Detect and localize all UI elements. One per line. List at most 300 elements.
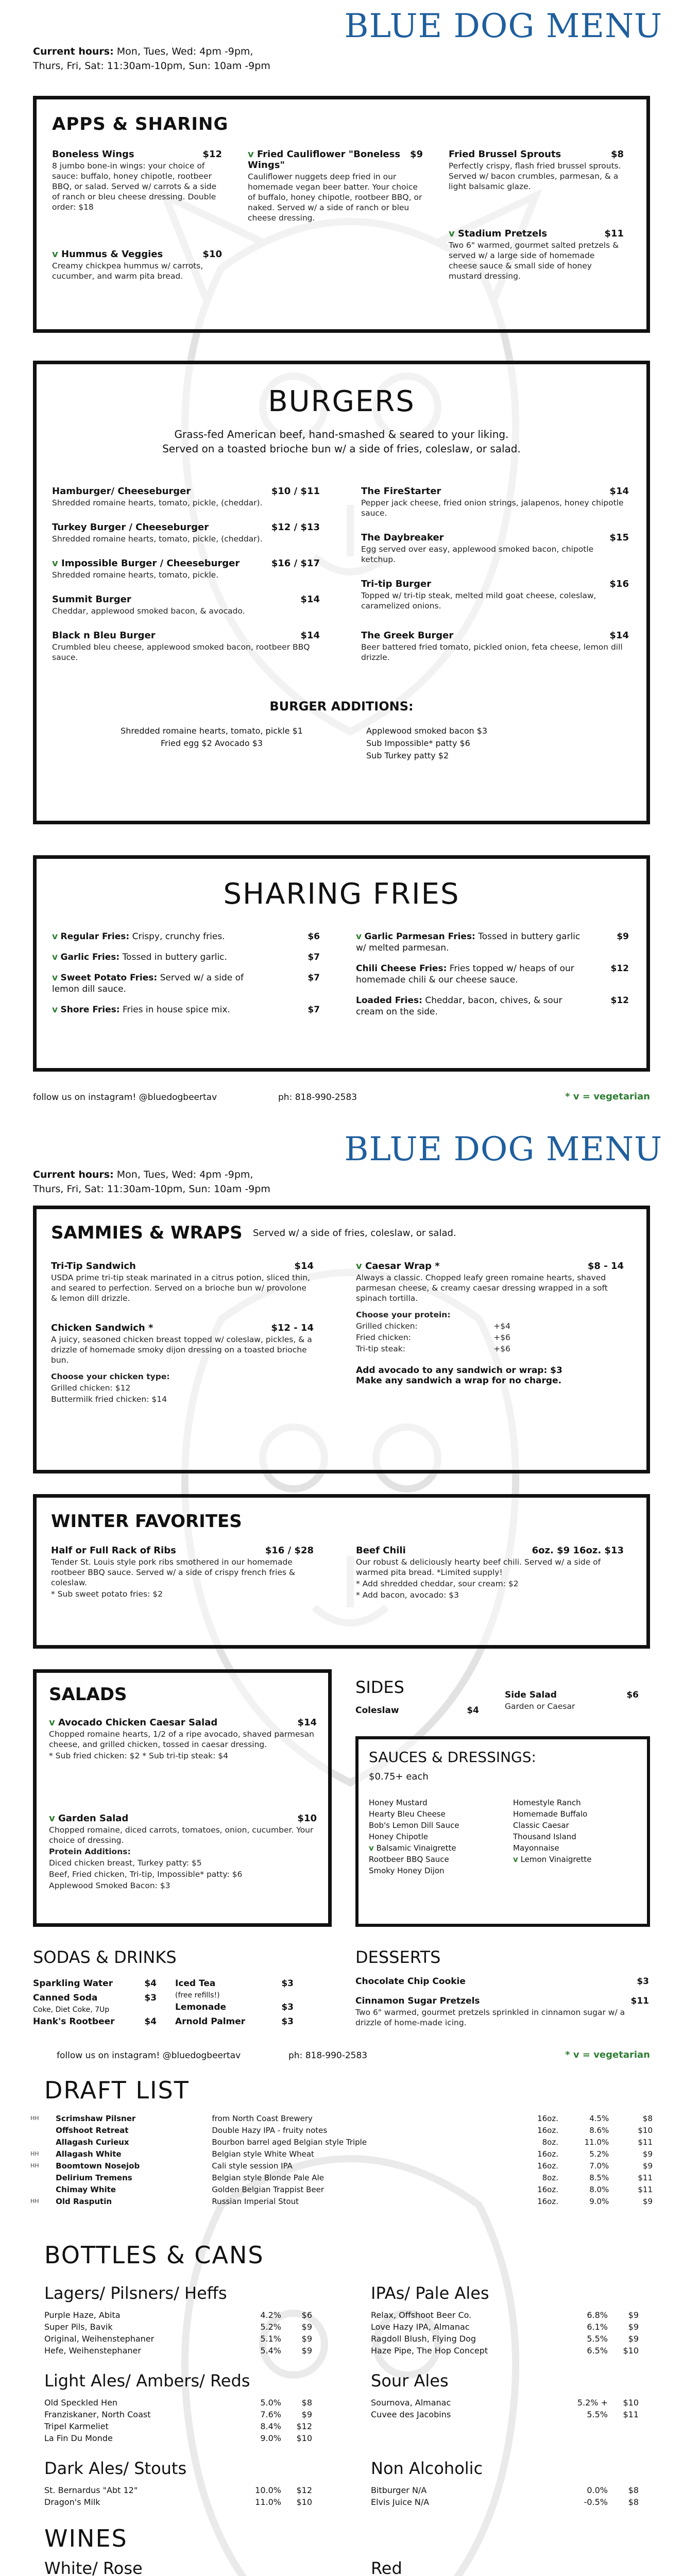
- wrap-note: Make any sandwich a wrap for no charge.: [356, 1376, 562, 1386]
- drinks-title: SODAS & DRINKS: [33, 1947, 177, 1967]
- drink-name: Hank's Rootbeer: [33, 2016, 115, 2027]
- hours: [33, 44, 270, 73]
- happy-hour-badge: HH: [30, 2150, 39, 2157]
- veg-marker: v: [513, 1855, 518, 1864]
- item-name: Beef Chili: [356, 1545, 406, 1556]
- item-name: Loaded Fries:: [356, 995, 422, 1006]
- bottle-row: [371, 2333, 639, 2345]
- protein-addition: Applewood Smoked Bacon: $3: [49, 1881, 170, 1890]
- bottle-abv: 11.0%: [255, 2497, 281, 2507]
- drinks-left-col: [33, 1976, 157, 2029]
- bottle-group-title: Light Ales/ Ambers/ Reds: [44, 2371, 250, 2391]
- drink-price: $3: [281, 2016, 294, 2027]
- sauce: Honey Mustard: [369, 1798, 428, 1807]
- item-name: Chocolate Chip Cookie: [355, 1976, 466, 1987]
- beer-size: 16oz.: [537, 2149, 558, 2159]
- bottle-row: [371, 2409, 639, 2420]
- drink-name: Arnold Palmer: [175, 2016, 246, 2027]
- item-name: The FireStarter: [361, 486, 441, 497]
- bottle-row: [371, 2397, 639, 2409]
- menu-item: [51, 1261, 314, 1303]
- fries-item: [356, 963, 629, 986]
- fries-item: [52, 931, 320, 942]
- footer-instagram: follow us on instagram! @bluedogbeertav: [33, 1092, 217, 1103]
- item-name: Garlic Parmesan Fries:: [364, 931, 475, 942]
- sauce: Classic Caesar: [513, 1821, 569, 1830]
- beer-name: Allagash White: [56, 2149, 122, 2159]
- veg-marker: v: [52, 249, 58, 260]
- item-price: $11: [604, 228, 624, 239]
- beer-desc: Russian Imperial Stout: [212, 2196, 299, 2206]
- bottle-abv: 10.0%: [255, 2485, 281, 2495]
- item-addon: * Add shredded cheddar, sour cream: $2: [356, 1579, 519, 1588]
- beer-abv: 7.0%: [589, 2161, 609, 2171]
- protein-option: [356, 1321, 510, 1331]
- drink-item: [33, 2014, 157, 2029]
- beer-size: 16oz.: [537, 2113, 558, 2123]
- dessert-cookie: [355, 1976, 649, 1987]
- happy-hour-badge: HH: [30, 2162, 39, 2169]
- item-name: Chicken Sandwich *: [51, 1323, 153, 1333]
- menu-item: [361, 579, 629, 611]
- bottle-price: $12: [296, 2485, 312, 2495]
- item-desc: Fries topped w/ heaps of our homemade chili & our cheese sauce.: [356, 963, 574, 985]
- item-price: $16 / $28: [265, 1545, 314, 1556]
- bottle-price: $9: [628, 2310, 639, 2320]
- bottle-name: Love Hazy IPA, Almanac: [371, 2322, 470, 2332]
- protein-price: +$6: [493, 1344, 510, 1353]
- red-title: Red: [371, 2558, 402, 2576]
- menu-page-1: [0, 0, 683, 1123]
- happy-hour-badge: [30, 2136, 55, 2148]
- happy-hour-badge: [30, 2183, 55, 2195]
- bottle-name: Bitburger N/A: [371, 2485, 427, 2495]
- item-price: $8 - 14: [587, 1261, 624, 1272]
- bottle-abv: 5.2% +: [577, 2398, 608, 2408]
- happy-hour-badge: HH: [30, 2198, 39, 2205]
- bottle-price: $6: [301, 2310, 312, 2320]
- item-price: $15: [609, 532, 629, 543]
- menu-item: [51, 1323, 314, 1404]
- item-price: $6: [626, 1690, 639, 1700]
- bottle-price: $9: [628, 2334, 639, 2344]
- bottle-row: [44, 2420, 312, 2432]
- burgers-intro2: Served on a toasted brioche bun w/ a side of fries, coleslaw, or salad.: [162, 443, 521, 455]
- sauces-price: $0.75+ each: [369, 1771, 429, 1782]
- menu-item: [49, 1717, 317, 1761]
- item-name: Chili Cheese Fries:: [356, 963, 447, 974]
- bottle-group-sour-ales: [371, 2397, 639, 2420]
- veg-marker: v: [52, 1005, 58, 1015]
- menu-item: [356, 1545, 624, 1600]
- addition: Shredded romaine hearts, tomato, pickle $1: [121, 726, 303, 736]
- beer-desc: Double Hazy IPA - fruity notes: [212, 2125, 328, 2135]
- bottle-name: Haze Pipe, The Hop Concept: [371, 2346, 488, 2355]
- happy-hour-badge: [30, 2172, 55, 2183]
- draft-row: [30, 2124, 653, 2136]
- beer-price: $11: [638, 2184, 653, 2194]
- item-price: $9: [409, 149, 423, 160]
- item-desc: Tossed in buttery garlic w/ melted parmesan.: [356, 931, 580, 953]
- item-name: Garlic Fries:: [60, 952, 120, 962]
- bottle-name: Cuvee des Jacobins: [371, 2410, 451, 2419]
- draft-row: [30, 2112, 653, 2124]
- bottle-name: Elvis Juice N/A: [371, 2497, 430, 2507]
- protein-addition: Beef, Fried chicken, Tri-tip, Impossible* patty: $6: [49, 1870, 243, 1879]
- item-name: Fried Cauliflower "Boneless Wings": [248, 149, 401, 171]
- item-price: $10: [297, 1813, 317, 1824]
- bottle-name: Old Speckled Hen: [44, 2398, 118, 2408]
- bottle-row: [44, 2345, 312, 2357]
- item-price: $10 / $11: [271, 486, 320, 497]
- beer-desc: Bourbon barrel aged Belgian style Triple: [212, 2137, 367, 2147]
- item-name: Regular Fries:: [60, 931, 130, 942]
- beer-price: $11: [638, 2137, 653, 2147]
- addition: Sub Turkey patty $2: [366, 751, 449, 760]
- bottle-price: $10: [296, 2433, 312, 2443]
- bottle-group-title: IPAs/ Pale Ales: [371, 2283, 489, 2303]
- veg-marker: v: [52, 558, 58, 569]
- bottle-group-title: Sour Ales: [371, 2371, 449, 2391]
- item-desc: Creamy chickpea hummus w/ carrots, cucumber, and warm pita bread.: [52, 261, 203, 281]
- bottle-row: [44, 2432, 312, 2444]
- item-desc: Shredded romaine hearts, tomato, pickle, (cheddar).: [52, 534, 263, 544]
- bottle-row: [44, 2333, 312, 2345]
- item-name: Tri-Tip Sandwich: [51, 1261, 136, 1272]
- sides-title: SIDES: [355, 1677, 404, 1697]
- protein-price: +$4: [493, 1321, 510, 1331]
- hours-label: Current hours:: [33, 1169, 114, 1180]
- protein-name: Grilled chicken:: [356, 1321, 418, 1331]
- bottle-price: $9: [301, 2334, 312, 2344]
- item-price: $14: [294, 1261, 314, 1272]
- item-desc: Crumbled bleu cheese, applewood smoked bacon, rootbeer BBQ sauce.: [52, 642, 310, 662]
- fries-item: [52, 1004, 320, 1015]
- bottle-group-dark-ales: [44, 2484, 312, 2508]
- item-name: Side Salad: [505, 1690, 557, 1700]
- burgers-section: [33, 361, 650, 824]
- bottle-abv: 8.4%: [260, 2421, 281, 2431]
- item-name: Fried Brussel Sprouts: [449, 149, 561, 160]
- veg-marker: v: [49, 1813, 55, 1824]
- item-desc: Always a classic. Chopped leafy green romaine hearts, shaved parmesan cheese, & creamy caesar dressing wrapped in a soft spinach tortilla.: [356, 1273, 608, 1303]
- bottle-name: Ragdoll Blush, Flying Dog: [371, 2334, 476, 2344]
- fries-right-col: [356, 931, 629, 1018]
- bottle-name: Super Pils, Bavik: [44, 2322, 113, 2332]
- bottle-abv: 5.0%: [260, 2398, 281, 2408]
- bottle-row: [371, 2321, 639, 2333]
- bottles-title: BOTTLES & CANS: [44, 2241, 264, 2269]
- item-name: Half or Full Rack of Ribs: [51, 1545, 176, 1556]
- bottle-name: Relax, Offshoot Beer Co.: [371, 2310, 472, 2320]
- protein-price: +$6: [493, 1333, 510, 1342]
- menu-item: [51, 1545, 314, 1599]
- happy-hour-badge: HH: [30, 2115, 39, 2122]
- bottle-abv: 0.0%: [587, 2485, 608, 2495]
- bottle-row: [44, 2484, 312, 2496]
- bottle-row: [371, 2496, 639, 2508]
- item-name: Coleslaw: [355, 1705, 399, 1716]
- drink-price: $4: [144, 2016, 157, 2027]
- dessert-pretzel: [355, 1996, 649, 2028]
- soda-list: Coke, Diet Coke, 7Up: [33, 2006, 110, 2014]
- bottle-price: $11: [623, 2410, 639, 2419]
- additions-right: [366, 725, 583, 762]
- draft-list: [30, 2112, 653, 2207]
- item-desc: Tossed in buttery garlic.: [122, 952, 227, 962]
- item-desc: Perfectly crispy, flash fried brussel sprouts. Served w/ bacon crumbles, parmesan, & a light balsamic glaze.: [449, 161, 621, 191]
- beer-price: $10: [638, 2125, 653, 2135]
- footer-veg-legend: * v = vegetarian: [565, 2049, 650, 2060]
- beer-name: Allagash Curieux: [56, 2137, 129, 2147]
- salads-title: SALADS: [49, 1684, 127, 1705]
- item-desc: 8 jumbo bone-in wings: your choice of sauce: buffalo, honey chipotle, rootbeer BBQ, or salad. Served w/ carrots & a side of ranch or bleu cheese dressing. Double order: $18: [52, 161, 217, 212]
- drink-name: Canned Soda: [33, 1993, 98, 2003]
- item-desc: Our robust & deliciously hearty beef chili. Served w/ a side of warmed pita bread. *Limited supply!: [356, 1557, 601, 1577]
- item-name: Cinnamon Sugar Pretzels: [355, 1996, 480, 2006]
- item-name: Hummus & Veggies: [61, 249, 163, 260]
- drink-price: $3: [144, 1993, 157, 2003]
- protein-option: [356, 1344, 510, 1354]
- veg-marker: v: [49, 1717, 55, 1728]
- sammies-title: SAMMIES & WRAPS: [51, 1223, 243, 1243]
- drink-item: [33, 1976, 157, 1991]
- drink-item: [33, 1991, 157, 2005]
- bottle-name: Franziskaner, North Coast: [44, 2410, 151, 2419]
- item-name: Shore Fries:: [60, 1005, 120, 1015]
- apps-title: APPS & SHARING: [52, 114, 229, 134]
- salads-section: [33, 1669, 332, 1927]
- drink-price: $3: [281, 2002, 294, 2012]
- bottle-row: [44, 2321, 312, 2333]
- beer-size: 16oz.: [537, 2125, 558, 2135]
- item-name: Avocado Chicken Caesar Salad: [58, 1717, 218, 1728]
- burger-additions-title: BURGER ADDITIONS:: [269, 699, 414, 714]
- white-rose-title: White/ Rose: [44, 2558, 143, 2576]
- beer-price: $9: [642, 2161, 653, 2171]
- beer-desc: Belgian style Blonde Pale Ale: [212, 2173, 324, 2182]
- item-price: $3: [637, 1976, 649, 1987]
- drink-name: Iced Tea: [175, 1978, 216, 1989]
- bottle-abv: 5.4%: [260, 2346, 281, 2355]
- refill-note: (free refills!): [175, 1991, 220, 1999]
- sauce: Rootbeer BBQ Sauce: [369, 1855, 449, 1864]
- item-price: $14: [609, 486, 629, 497]
- beer-size: 16oz.: [537, 2196, 558, 2206]
- bottle-abv: 5.5%: [587, 2334, 608, 2344]
- sammies-section: [33, 1206, 650, 1473]
- item-name: Impossible Burger / Cheeseburger: [61, 558, 240, 569]
- bottle-price: $8: [628, 2485, 639, 2495]
- item-desc: Chopped romaine, diced carrots, tomatoes, onion, cucumber. Your choice of dressing.: [49, 1825, 314, 1845]
- addition: Applewood smoked bacon $3: [366, 726, 488, 736]
- sauce: Homemade Buffalo: [513, 1809, 588, 1819]
- menu-item: [52, 486, 320, 508]
- item-desc: Garden or Caesar: [505, 1702, 575, 1711]
- item-price: $8: [610, 149, 624, 160]
- item-name: Caesar Wrap *: [365, 1261, 440, 1272]
- bottle-price: $8: [628, 2497, 639, 2507]
- sauce: Honey Chipotle: [369, 1832, 428, 1841]
- footer-instagram: follow us on instagram! @bluedogbeertav: [57, 2050, 241, 2061]
- bottle-abv: 6.1%: [587, 2322, 608, 2332]
- item-desc: USDA prime tri-tip steak marinated in a citrus potion, sliced thin, and seared to perfection. Served on a brioche bun w/ provolone & lemon dill drizzle.: [51, 1273, 310, 1303]
- bottle-row: [44, 2409, 312, 2420]
- item-desc: Beer battered fried tomato, pickled onion, feta cheese, lemon dill drizzle.: [361, 642, 623, 662]
- item-desc: Chopped romaine hearts, 1/2 of a ripe avocado, shaved parmesan cheese, and grilled chicken, tossed in caesar dressing.: [49, 1730, 314, 1749]
- bottle-abv: -0.5%: [584, 2497, 608, 2507]
- hours-line2: Thurs, Fri, Sat: 11:30am-10pm, Sun: 10am -9pm: [33, 60, 270, 72]
- beer-abv: 8.6%: [589, 2125, 609, 2135]
- bottle-price: $10: [623, 2398, 639, 2408]
- item-desc: Two 6" warmed, gourmet salted pretzels & served w/ a large side of homemade cheese sauce & small side of honey mustard dressing.: [449, 241, 619, 281]
- bottle-row: [44, 2397, 312, 2409]
- bottle-price: $9: [628, 2322, 639, 2332]
- veg-marker: v: [52, 952, 58, 962]
- beer-desc: Cali style session IPA: [212, 2161, 293, 2171]
- sauce: [513, 1854, 592, 1865]
- menu-item: [52, 558, 320, 580]
- bottle-abv: 5.5%: [587, 2410, 608, 2419]
- item-name: Sweet Potato Fries:: [60, 973, 158, 983]
- protein-additions-label: Protein Additions:: [49, 1847, 131, 1856]
- choose-chicken: Choose your chicken type:: [51, 1372, 170, 1381]
- sammies-subtitle: Served w/ a side of fries, coleslaw, or salad.: [253, 1228, 456, 1239]
- item-desc: Egg served over easy, applewood smoked bacon, chipotle ketchup.: [361, 545, 594, 564]
- beer-abv: 8.0%: [589, 2184, 609, 2194]
- hours-label: Current hours:: [33, 46, 114, 57]
- sauce: Smoky Honey Dijon: [369, 1866, 445, 1875]
- choose-protein: Choose your protein:: [356, 1310, 451, 1319]
- drink-name: Lemonade: [175, 2002, 227, 2012]
- sauce-name: Lemon Vinaigrette: [520, 1855, 592, 1864]
- fries-title: SHARING FRIES: [223, 877, 460, 911]
- item-name: Black n Bleu Burger: [52, 630, 156, 641]
- menu-page-2: [0, 1123, 683, 2071]
- sauce: Thousand Island: [513, 1832, 576, 1841]
- side-coleslaw: [355, 1705, 479, 1716]
- menu-item: [361, 532, 629, 565]
- beer-abv: 4.5%: [589, 2113, 609, 2123]
- drink-price: $3: [281, 1978, 294, 1989]
- item-price: $4: [467, 1705, 479, 1716]
- sauce: Hearty Bleu Cheese: [369, 1809, 446, 1819]
- item-desc: Cheddar, bacon, chives, & sour cream on the side.: [356, 995, 562, 1017]
- item-price: $12: [610, 963, 629, 974]
- chicken-option: Buttermilk fried chicken: $14: [51, 1395, 167, 1404]
- veg-marker: v: [356, 931, 362, 942]
- bottle-price: $8: [301, 2398, 312, 2408]
- item-desc: Pepper jack cheese, fried onion strings, jalapenos, honey chipotle sauce.: [361, 498, 624, 518]
- bottle-row: [44, 2309, 312, 2321]
- item-price: $7: [308, 973, 320, 983]
- drinks-right-col: [175, 1976, 294, 2029]
- beer-name: Boomtown Nosejob: [56, 2161, 140, 2171]
- item-desc: Topped w/ tri-tip steak, melted mild goat cheese, coleslaw, caramelized onions.: [361, 591, 596, 611]
- menu-item: [248, 149, 423, 223]
- item-desc: Shredded romaine hearts, tomato, pickle.: [52, 570, 219, 580]
- item-price: $7: [308, 952, 320, 962]
- item-price: $6: [308, 931, 320, 942]
- bottle-group-light-ales: [44, 2397, 312, 2444]
- draft-row: [30, 2195, 653, 2207]
- desserts-title: DESSERTS: [355, 1947, 441, 1967]
- bottle-name: Hefe, Weihenstephaner: [44, 2346, 141, 2355]
- item-desc: Cheddar, applewood smoked bacon, & avocado.: [52, 606, 245, 616]
- item-desc: Served w/ a side of lemon dill sauce.: [52, 973, 244, 994]
- draft-row: [30, 2183, 653, 2195]
- item-price: $12 / $13: [271, 522, 320, 533]
- bottle-name: St. Bernardus "Abt 12": [44, 2485, 138, 2495]
- item-price: $16: [609, 579, 629, 589]
- bottle-abv: 9.0%: [260, 2433, 281, 2443]
- item-price: $16 / $17: [271, 558, 320, 569]
- drink-item: [175, 1976, 294, 1991]
- bottle-row: [371, 2345, 639, 2357]
- menu-item: [356, 1261, 624, 1386]
- beer-name: Chimay White: [56, 2184, 116, 2194]
- veg-marker: v: [52, 931, 58, 942]
- addition: Sub Impossible* patty $6: [366, 738, 470, 748]
- menu-item: [49, 1813, 317, 1891]
- item-name: Tri-tip Burger: [361, 579, 432, 589]
- draft-row: [30, 2172, 653, 2183]
- item-price: $14: [609, 630, 629, 641]
- hours-line2: Thurs, Fri, Sat: 11:30am-10pm, Sun: 10am -9pm: [33, 1183, 270, 1195]
- menu-item: [449, 228, 624, 281]
- bottle-group-title: Non Alcoholic: [371, 2459, 483, 2478]
- item-price: $9: [617, 931, 629, 942]
- menu-item: [52, 522, 320, 544]
- bottle-abv: 6.8%: [587, 2310, 608, 2320]
- sauces-title: SAUCES & DRESSINGS:: [369, 1749, 536, 1766]
- item-name: Hamburger/ Cheeseburger: [52, 486, 191, 497]
- protein-option: [356, 1332, 510, 1343]
- item-name: The Greek Burger: [361, 630, 454, 641]
- menu-title: BLUE DOG MENU: [344, 7, 662, 45]
- sauce-name: Balsamic Vinaigrette: [376, 1843, 456, 1853]
- beer-size: 16oz.: [537, 2184, 558, 2194]
- item-addon: * Add bacon, avocado: $3: [356, 1590, 459, 1600]
- bottle-group-lagers: [44, 2309, 312, 2357]
- menu-item: [52, 594, 320, 616]
- burgers-intro1: Grass-fed American beef, hand-smashed & seared to your liking.: [174, 428, 509, 440]
- beer-name: Delirium Tremens: [56, 2173, 132, 2182]
- bottle-price: $9: [301, 2346, 312, 2355]
- sauces-section: [355, 1736, 650, 1927]
- beer-desc: Belgian style White Wheat: [212, 2149, 314, 2159]
- item-name: Garden Salad: [58, 1813, 129, 1824]
- beer-size: 16oz.: [537, 2161, 558, 2171]
- protein-name: Fried chicken:: [356, 1333, 411, 1342]
- menu-item: [52, 249, 222, 281]
- bottle-price: $10: [296, 2497, 312, 2507]
- item-name: Boneless Wings: [52, 149, 134, 160]
- veg-marker: v: [52, 973, 58, 983]
- sauce: Bob's Lemon Dill Sauce: [369, 1821, 459, 1830]
- menu-page-3: [0, 2071, 683, 2576]
- drink-name: Sparkling Water: [33, 1978, 113, 1989]
- beer-price: $11: [638, 2173, 653, 2182]
- protein-name: Tri-tip steak:: [356, 1344, 405, 1353]
- bottle-group-title: Dark Ales/ Stouts: [44, 2459, 187, 2478]
- bottle-price: $9: [301, 2322, 312, 2332]
- winter-title: WINTER FAVORITES: [51, 1511, 242, 1532]
- item-price: $12 - 14: [271, 1323, 314, 1333]
- item-desc: Fries in house spice mix.: [122, 1005, 230, 1015]
- beer-name: Scrimshaw Pilsner: [56, 2113, 136, 2123]
- bottle-group-non-alcoholic: [371, 2484, 639, 2508]
